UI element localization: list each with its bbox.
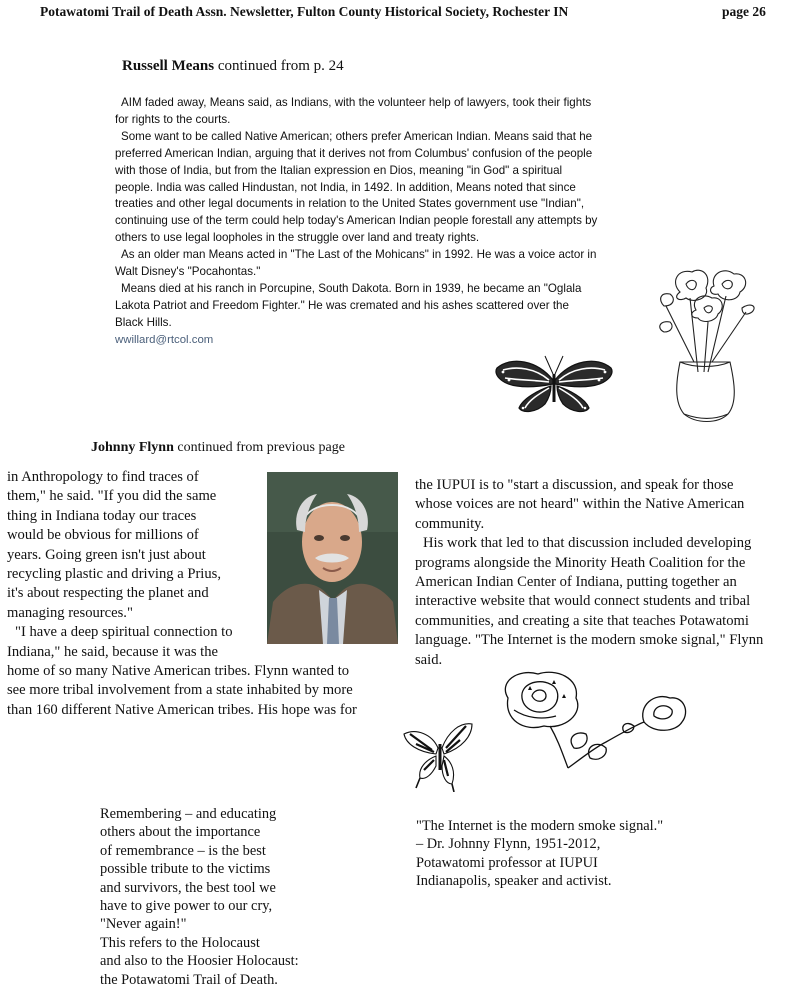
newsletter-header-title: Potawatomi Trail of Death Assn. Newsletter, Fulton County Historical Society, Rochester IN xyxy=(40,4,569,19)
flynn-left-line: them," he said. "If you did the same xyxy=(7,488,217,505)
flynn-right-line: the IUPUI is to "start a discussion, and speak for those xyxy=(415,477,734,493)
flynn-left-line: thing in Indiana today our traces xyxy=(7,507,197,524)
flynn-left-line: "I have a deep spiritual connection to xyxy=(15,624,233,641)
flynn-column-left-bottom xyxy=(7,662,357,720)
means-line: treaties and other legal documents in relation to the United States government use "Indian", xyxy=(115,197,585,211)
flynn-left-line: years. Going green isn't just about xyxy=(7,546,206,563)
means-article-body xyxy=(115,95,655,349)
remembering-line: and also to the Hoosier Holocaust: xyxy=(100,953,299,970)
flynn-heading-name: Johnny Flynn xyxy=(91,440,174,455)
remembering-line: others about the importance xyxy=(100,824,261,841)
flynn-left-line: would be obvious for millions of xyxy=(7,527,199,544)
flynn-right-line: programs alongside the Minority Heath Coalition for the xyxy=(415,554,746,571)
flynn-right-line: communities, and creating a site that teaches Potawatomi xyxy=(415,612,749,629)
flynn-column-left-top xyxy=(7,468,233,662)
flynn-left-line: in Anthropology to find traces of xyxy=(7,469,199,485)
rose-illustration xyxy=(494,668,692,780)
flynn-right-line: His work that led to that discussion included developing xyxy=(423,535,752,552)
means-line: As an older man Means acted in "The Last of the Mohicans" in 1992. He was a voice actor in xyxy=(121,248,597,262)
flynn-left-line: Indiana," he said, because it was the xyxy=(7,643,219,660)
flynn-heading xyxy=(91,440,345,456)
flynn-left-line: home of so many Native American tribes. Flynn wanted to xyxy=(7,663,350,679)
flynn-right-line: said. xyxy=(415,651,443,668)
quote-line: Indianapolis, speaker and activist. xyxy=(416,873,612,890)
means-line: for rights to the courts. xyxy=(115,112,231,126)
means-line: Black Hills. xyxy=(115,315,172,329)
remembering-line: have to give power to our cry, xyxy=(100,898,273,915)
flynn-column-right xyxy=(415,476,763,670)
flynn-right-line: whose voices are not heard" within the Native American xyxy=(415,496,745,513)
remembering-text xyxy=(100,805,299,989)
means-line: Means died at his ranch in Porcupine, South Dakota. Born in 1939, he became an "Oglala xyxy=(121,281,582,295)
means-heading-continued: continued from p. 24 xyxy=(214,58,344,74)
rose-vase-illustration xyxy=(650,262,760,427)
quote-line: – Dr. Johnny Flynn, 1951-2012, xyxy=(416,836,601,853)
remembering-line: of remembrance – is the best xyxy=(100,842,266,859)
portrait-illustration xyxy=(267,472,398,644)
remembering-line: the Potawatomi Trail of Death. xyxy=(100,971,278,988)
quote-line: Potawatomi professor at IUPUI xyxy=(416,854,598,871)
remembering-line: This refers to the Holocaust xyxy=(100,934,260,951)
means-line: people. India was called Hindustan, not India, in 1492. In addition, Means noted that since xyxy=(115,180,576,194)
johnny-flynn-photo xyxy=(267,472,398,644)
means-line: Walt Disney's "Pocahontas." xyxy=(115,265,261,279)
flynn-right-line: language. "The Internet is the modern smoke signal," Flynn xyxy=(415,632,764,649)
flynn-quote xyxy=(416,817,663,891)
means-line: preferred American Indian, arguing that it derives not from Columbus' confusion of the people xyxy=(115,146,593,160)
remembering-line: Remembering – and educating xyxy=(100,806,277,822)
means-line: others to use legal loopholes in the struggle over land and treaty rights. xyxy=(115,231,480,245)
quote-line: "The Internet is the modern smoke signal." xyxy=(416,818,664,834)
flynn-left-line: than 160 different Native American tribes. His hope was for xyxy=(7,701,357,718)
flynn-left-line: it's about respecting the planet and xyxy=(7,585,209,602)
means-line: continuing use of the term could help today's American Indian people forestall any attempts by xyxy=(115,214,598,228)
author-email-link[interactable]: wwillard@rtcol.com xyxy=(115,333,214,346)
monarch-butterfly-illustration xyxy=(493,350,615,416)
flynn-left-line: see more tribal involvement from a state inhabited by more xyxy=(7,682,353,699)
flynn-right-line: community. xyxy=(415,515,485,532)
flynn-heading-continued: continued from previous page xyxy=(173,440,345,455)
flynn-right-line: interactive website that would connect students and tribal xyxy=(415,593,751,610)
means-line: Lakota Patriot and Freedom Fighter." He was cremated and his ashes scattered over the xyxy=(115,298,569,312)
page-number: page 26 xyxy=(722,4,766,19)
remembering-line: possible tribute to the victims xyxy=(100,861,271,878)
flynn-left-line: managing resources." xyxy=(7,604,133,621)
remembering-line: "Never again!" xyxy=(100,916,187,933)
flynn-left-line: recycling plastic and driving a Prius, xyxy=(7,566,221,583)
means-line: AIM faded away, Means said, as Indians, with the volunteer help of lawyers, took their fights xyxy=(121,96,592,109)
swallowtail-butterfly-illustration xyxy=(402,718,476,792)
means-line: Some want to be called Native American; others prefer American Indian. Means said that he xyxy=(121,129,593,143)
means-heading xyxy=(122,58,344,75)
means-heading-name: Russell Means xyxy=(122,58,215,74)
remembering-line: and survivors, the best tool we xyxy=(100,879,276,896)
flynn-right-line: American Indian Center of Indiana, putting together an xyxy=(415,574,737,591)
means-line: with those of India, but from the Italian expression en Dios, meaning "in God" a spiritual xyxy=(115,163,563,177)
